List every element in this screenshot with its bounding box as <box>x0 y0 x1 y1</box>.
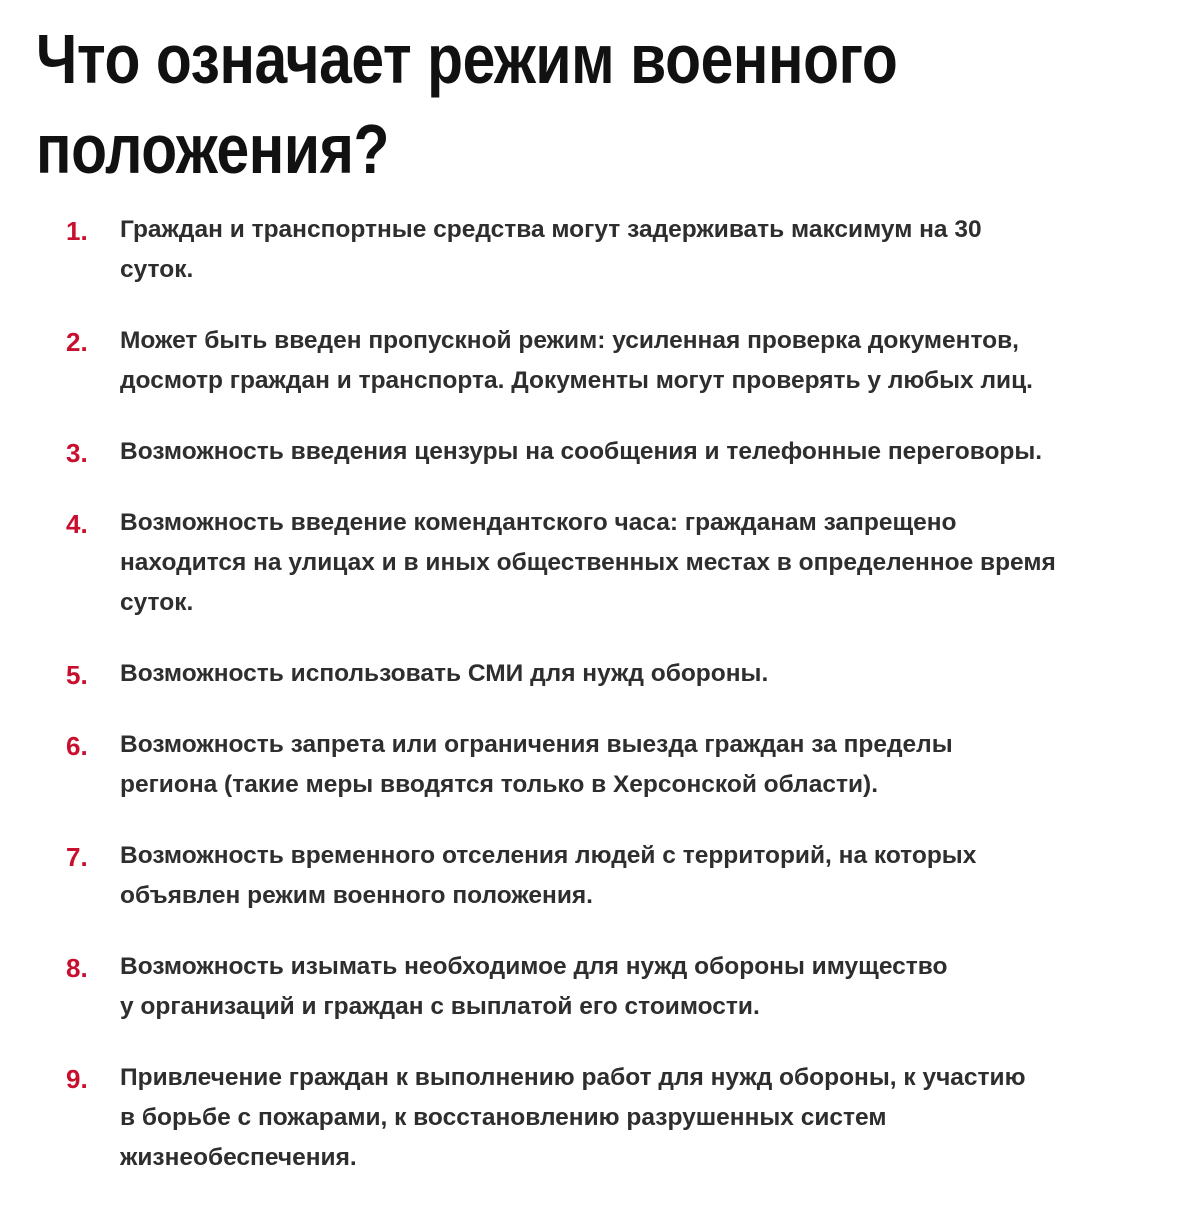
item-text <box>120 725 1160 805</box>
item-text <box>120 654 1160 694</box>
page-title-line: Что означает режим военного <box>36 20 898 98</box>
item-number: 6. <box>66 731 88 761</box>
item-number: 3. <box>66 438 88 468</box>
item-text-line: Граждан и транспортные средства могут задерживать максимум на 30 <box>120 216 982 243</box>
item-number: 5. <box>66 660 88 690</box>
item-text-line: суток. <box>120 589 194 616</box>
item-text <box>120 836 1160 916</box>
item-text-line: в борьбе с пожарами, к восстановлению разрушенных систем <box>120 1104 887 1131</box>
item-text <box>120 503 1160 623</box>
item-text-line: Возможность запрета или ограничения выезда граждан за пределы <box>120 731 953 758</box>
item-text <box>120 432 1160 472</box>
list-item <box>0 725 1200 805</box>
item-number: 8. <box>66 953 88 983</box>
item-text-line: объявлен режим военного положения. <box>120 882 593 909</box>
item-number: 9. <box>66 1064 88 1094</box>
list-item <box>0 1058 1200 1178</box>
list-item <box>0 432 1200 472</box>
item-text-line: Может быть введен пропускной режим: усиленная проверка документов, <box>120 327 1019 354</box>
page-title <box>36 14 994 194</box>
list-item <box>0 210 1200 290</box>
martial-law-measures-list <box>0 210 1200 1209</box>
item-text-line: находится на улицах и в иных общественных местах в определенное время <box>120 549 1056 576</box>
item-text-line: региона (такие меры вводятся только в Херсонской области). <box>120 771 879 798</box>
item-text-line: у организаций и граждан с выплатой его стоимости. <box>120 993 760 1020</box>
list-item <box>0 654 1200 694</box>
item-text-line: Возможность введения цензуры на сообщения и телефонные переговоры. <box>120 438 1043 465</box>
item-text <box>120 1058 1160 1178</box>
item-number: 4. <box>66 509 88 539</box>
item-number: 7. <box>66 842 88 872</box>
item-text-line: Возможность использовать СМИ для нужд обороны. <box>120 660 769 687</box>
item-text-line: Привлечение граждан к выполнению работ для нужд обороны, к участию <box>120 1064 1026 1091</box>
item-text-line: жизнеобеспечения. <box>120 1144 357 1171</box>
item-text-line: Возможность изымать необходимое для нужд обороны имущество <box>120 953 948 980</box>
list-item <box>0 503 1200 623</box>
list-item <box>0 321 1200 401</box>
item-number: 2. <box>66 327 88 357</box>
item-text <box>120 321 1160 401</box>
item-text-line: досмотр граждан и транспорта. Документы могут проверять у любых лиц. <box>120 367 1033 394</box>
item-text-line: Возможность временного отселения людей с территорий, на которых <box>120 842 977 869</box>
page-title-line: положения? <box>36 110 389 188</box>
item-text <box>120 210 1160 290</box>
item-text-line: Возможность введение комендантского часа: гражданам запрещено <box>120 509 957 536</box>
item-text <box>120 947 1160 1027</box>
item-text-line: суток. <box>120 256 194 283</box>
item-number: 1. <box>66 216 88 246</box>
list-item <box>0 947 1200 1027</box>
list-item <box>0 836 1200 916</box>
